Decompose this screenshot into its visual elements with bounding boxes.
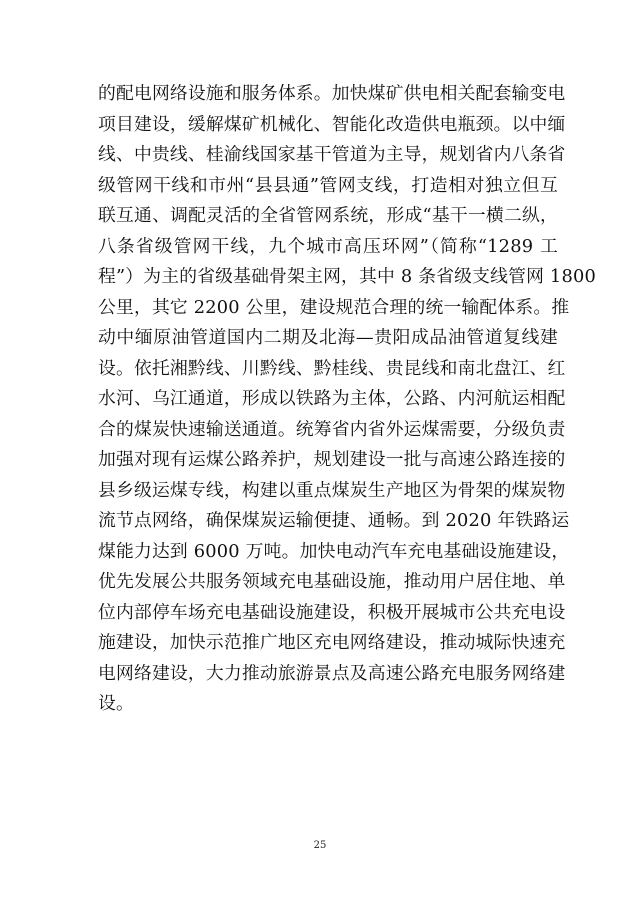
- text-line-9: 动中缅原油管道国内二期及北海—贵阳成品油管道复线建: [98, 327, 558, 348]
- text-line-20: 电网络建设，大力推动旅游景点及高速公路充电服务网络建: [98, 662, 566, 684]
- body-paragraph: [98, 79, 596, 720]
- text-line-3: 线、中贵线、桂渝线国家基干管道为主导，规划省内八条省: [98, 144, 566, 165]
- text-line-18: 位内部停车场充电基础设施建设，积极开展城市公共充电设: [98, 601, 566, 623]
- text-line-14: 县乡级运煤专线，构建以重点煤炭生产地区为骨架的煤炭物: [98, 479, 566, 501]
- text-line-6: 八条省级管网干线，九个城市高压环网”（简称“1289 工: [98, 235, 558, 257]
- text-line-15: 流节点网络，确保煤炭运输便捷、通畅。到 2020 年铁路运: [98, 510, 570, 531]
- text-line-5: 联互通、调配灵活的全省管网系统，形成“基干一横二纵，: [98, 205, 558, 226]
- text-line-19: 施建设，加快示范推广地区充电网络建设，推动城际快速充: [98, 632, 566, 653]
- text-line-4: 级管网干线和市州“县县通”管网支线，打造相对独立但互: [98, 174, 558, 196]
- text-line-17: 优先发展公共服务领域充电基础设施，推动用户居住地、单: [98, 571, 566, 592]
- text-line-7: 程”）为主的省级基础骨架主网，其中 8 条省级支线管网 1800: [98, 266, 596, 287]
- text-line-2: 项目建设，缓解煤矿机械化、智能化改造供电瓶颈。以中缅: [98, 113, 566, 135]
- page-number: 25: [313, 840, 327, 851]
- text-line-11: 水河、乌江通道，形成以铁路为主体，公路、内河航运相配: [98, 388, 566, 409]
- text-line-12: 合的煤炭快速输送通道。统筹省内省外运煤需要，分级负责: [98, 418, 566, 440]
- text-line-16: 煤能力达到 6000 万吨。加快电动汽车充电基础设施建设，: [98, 540, 570, 562]
- text-line-1: 的配电网络设施和服务体系。加快煤矿供电相关配套输变电: [98, 83, 566, 104]
- text-line-10: 设。依托湘黔线、川黔线、黔桂线、贵昆线和南北盘江、红: [98, 357, 566, 379]
- text-line-8: 公里，其它 2200 公里，建设规范合理的统一输配体系。推: [98, 296, 570, 318]
- text-line-13: 加强对现有运煤公路养护，规划建设一批与高速公路连接的: [98, 449, 566, 470]
- text-line-21: 设。: [98, 693, 134, 714]
